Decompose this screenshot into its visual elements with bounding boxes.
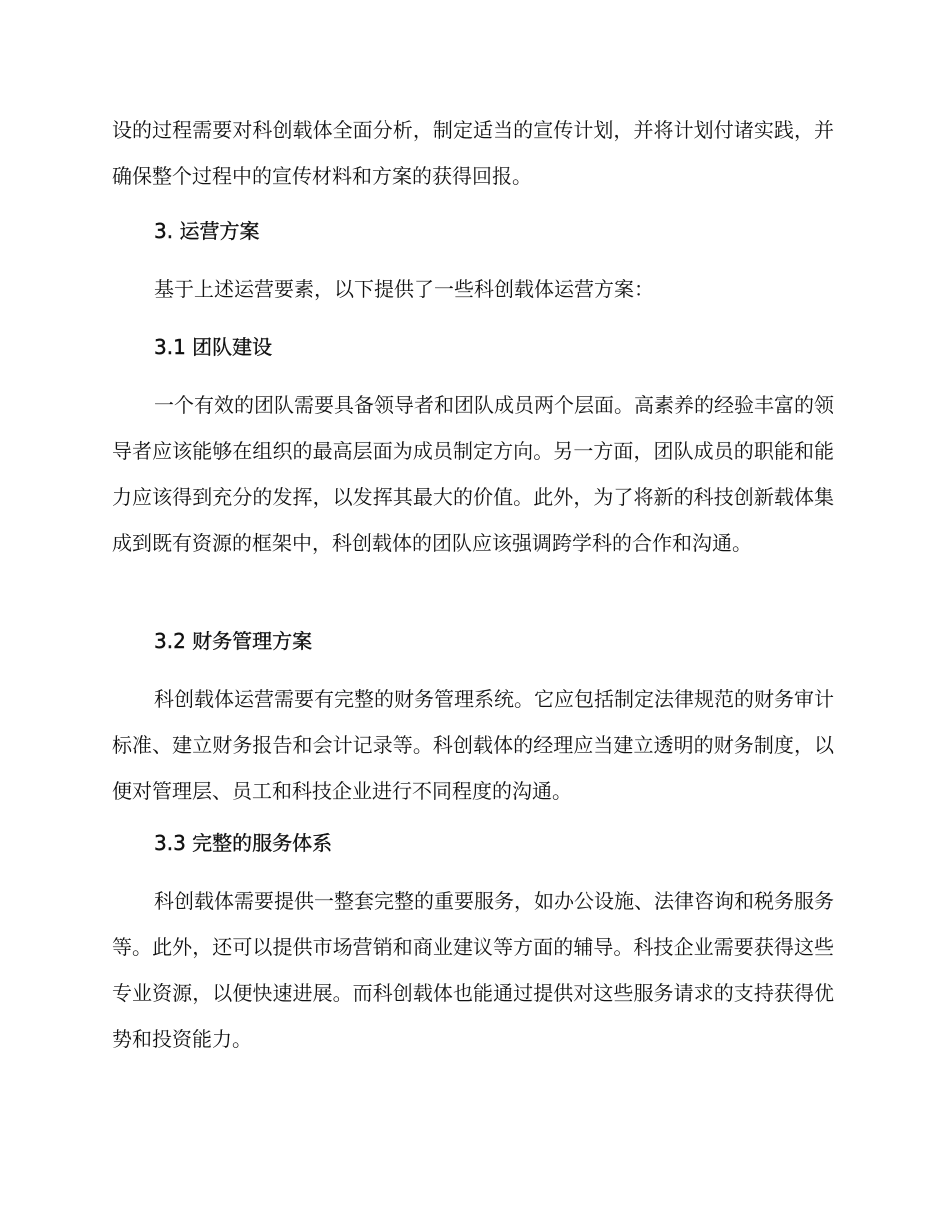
section-3-3-heading: 3.3 完整的服务体系 (154, 831, 333, 855)
section-3-1-heading: 3.1 团队建设 (154, 335, 273, 359)
section-3-2-heading: 3.2 财务管理方案 (154, 629, 313, 653)
section-3-heading: 3. 运营方案 (154, 219, 260, 243)
section-3-3-body-paragraph: 科创载体需要提供一整套完整的重要服务，如办公设施、法律咨询和税务服务等。此外，还可以提供市场营销和商业建议等方面的辅导。科技企业需要获得这些专业资源，以便快速进展。而科创载体也能通过提供对这些服务请求的支持获得优势和投资能力。 (112, 889, 834, 1051)
section-3-2-body-paragraph: 科创载体运营需要有完整的财务管理系统。它应包括制定法律规范的财务审计标准、建立财务报告和会计记录等。科创载体的经理应当建立透明的财务制度，以便对管理层、员工和科技企业进行不同程度的沟通。 (112, 687, 834, 803)
section-3-1-body-paragraph: 一个有效的团队需要具备领导者和团队成员两个层面。高素养的经验丰富的领导者应该能够在组织的最高层面为成员制定方向。另一方面，团队成员的职能和能力应该得到充分的发挥，以发挥其最大的价值。此外，为了将新的科技创新载体集成到既有资源的框架中，科创载体的团队应该强调跨学科的合作和沟通。 (112, 393, 834, 555)
intro-continuation-paragraph: 设的过程需要对科创载体全面分析，制定适当的宣传计划，并将计划付诸实践，并确保整个过程中的宣传材料和方案的获得回报。 (112, 118, 834, 188)
section-3-intro-paragraph: 基于上述运营要素，以下提供了一些科创载体运营方案： (154, 277, 654, 301)
